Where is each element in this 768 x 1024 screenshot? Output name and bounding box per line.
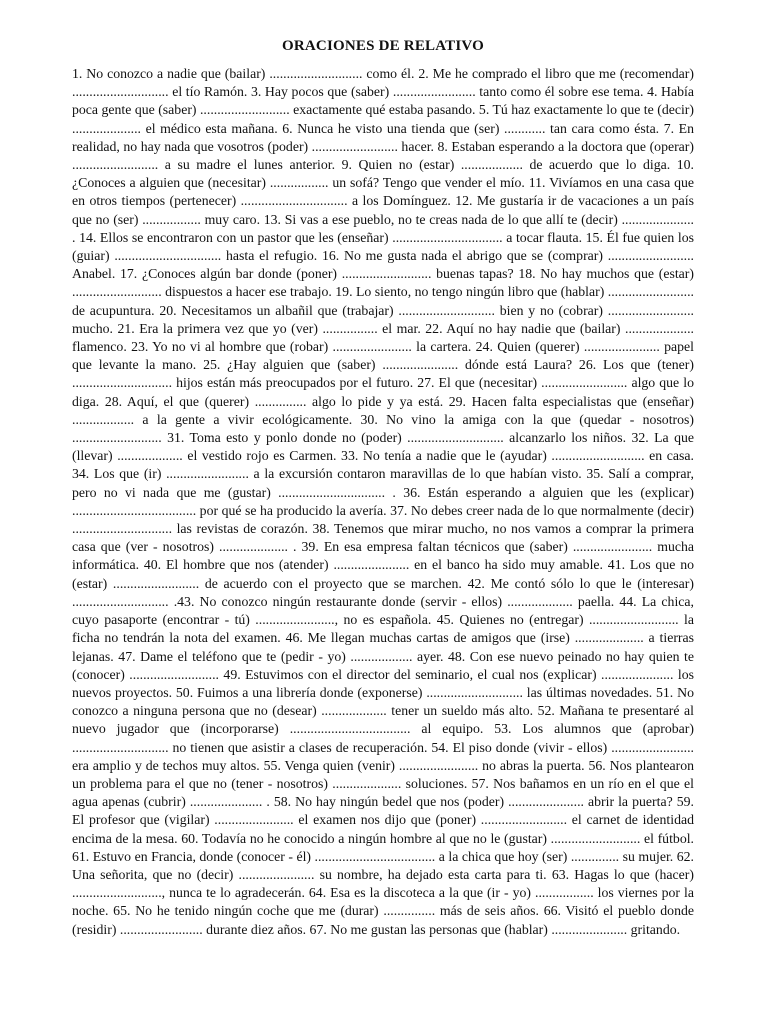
exercise-text: 1. No conozco a nadie que (bailar) ........................... como él. 2. Me he comprado el libro que me (recomendar) ............................ el tío Ramón. 3. Hay pocos que (saber) ........................ tanto como él sobre ese tema. 4. Había poca gente que (saber) .......................... exactamente qué estaba pasando. 5. Tú haz exactamente lo que te (decir) .................... el médico esta mañana. 6. Nunca he visto una tienda que (ser) ............ tan cara como ésta. 7. En realidad, no hay nada que vosotros (poder) ......................... hacer. 8. Estaban esperando a la doctora que (operar) ......................... a su madre el lunes anterior. 9. Quien no (estar) .................. de acuerdo que lo diga. 10. ¿Conoces a alguien que (necesitar) ................. un sofá? Tengo que vender el mío. 11. Vivíamos en una casa que en otros tiempos (pertenecer) ............................... a los Domínguez. 12. Me gustaría ir de vacaciones a un país que no (ser) ................. muy caro. 13. Si vas a ese pueblo, no te creas nada de lo que allí te (decir) ..................... . 14. Ellos se encontraron con un pastor que les (enseñar) ................................ a tocar flauta. 15. Él fue quien los (guiar) ............................... hasta el refugio. 16. No me gusta nada el abrigo que se (comprar) ......................... Anabel. 17. ¿Conoces algún bar donde (poner) .......................... buenas tapas? 18. No hay muchos que (estar) .......................... dispuestos a hacer ese trabajo. 19. Lo siento, no tengo ningún libro que (hablar) ......................... de acupuntura. 20. Necesitamos un albañil que (trabajar) ............................ bien y no (cobrar) ......................... mucho. 21. Era la primera vez que yo (ver) ................ el mar. 22. Aquí no hay nadie que (bailar) .................... flamenco. 23. Yo no vi al hombre que (robar) ....................... la cartera. 24. Quien (querer) ...................... papel que levante la mano. 25. ¿Hay alguien que (saber) ...................... dónde está Laura? 26. Los que (tener) ............................. hijos están más preocupados por el futuro. 27. El que (necesitar) ......................... algo que lo diga. 28. Aquí, el que (querer) ............... algo lo pide y ya está. 29. Hacen falta especialistas que (enseñar) .................. a la gente a vivir ecológicamente. 30. No vino la amiga con la que (quedar - nosotros) .......................... 31. Toma esto y ponlo donde no (poder) ............................ alcanzarlo los niños. 32. La que (llevar) ................... el vestido rojo es Carmen. 33. No tenía a nadie que le (ayudar) ........................... en casa. 34. Los que (ir) ........................ a la excursión contaron maravillas de lo que habían visto. 35. Salí a comprar, pero no vi nada que me (gustar) ............................... . 36. Están esperando a alguien que les (explicar) .................................... por qué se ha producido la avería. 37. No debes creer nada de lo que normalmente (decir) ............................. las revistas de corazón. 38. Tenemos que mirar mucho, no nos vamos a comprar la primera casa que (ver - nosotros) .................... . 39. En esa empresa faltan técnicos que (saber) ....................... mucha informática. 40. El hombre que nos (atender) ...................... en el banco ha sido muy amable. 41. Los que no (estar) ......................... de acuerdo con el proyecto que se marchen. 42. Me contó sólo lo que le (interesar) ............................ .43. No conozco ningún restaurante donde (servir - ellos) ................... paella. 44. La chica, cuyo pasaporte (encontrar - tú) ......................., no es española. 45. Quienes no (entregar) .......................... la ficha no tendrán la nota del examen. 46. Me llegan muchas cartas de amigos que (irse) .................... a tierras lejanas. 47. Dame el teléfono que te (pedir - yo) .................. ayer. 48. Con ese nuevo peinado no hay quien te (conocer) .......................... 49. Estuvimos con el director del seminario, el cual nos (explicar) ..................... los nuevos proyectos. 50. Fuimos a una librería donde (exponerse) ............................ las últimas novedades. 51. No conozco a ninguna persona que no (desear) ................... tener un sueldo más alto. 52. Mañana te presentaré al nuevo jugador que (incorporarse) ................................... al equipo. 53. Los alumnos que (aprobar) ............................ no tienen que asistir a clases de recuperación. 54. El piso donde (vivir - ellos) ........................ era amplio y de techos muy altos. 55. Venga quien (venir) ....................... no abras la puerta. 56. Nos plantearon un problema para el que no (tener - nosotros) .................... soluciones. 57. Nos bañamos en un río en el que el agua apenas (cubrir) ..................... . 58. No hay ningún bedel que nos (poder) ...................... abrir la puerta? 59. El profesor que (vigilar) ....................... el examen nos dijo que (poner) ......................... el carnet de identidad encima de la mesa. 60. Todavía no he conocido a ningún hombre al que no le (gustar) .......................... el fútbol. 61. Estuvo en Francia, donde (conocer - él) ................................... a la chica que hoy (ser) .............. su mujer. 62. Una señorita, que no (decir) ...................... su nombre, ha dejado esta carta para ti. 63. Hagas lo que (hacer) .........................., nunca te lo agradecerán. 64. Esa es la discoteca a la que (ir - yo) ................. los viernes por la noche. 65. No he tenido ningún coche que me (durar) ............... más de seis años. 66. Visitó el pueblo donde (residir) ........................ durante diez años. 67. No me gustan las personas que (hablar) ...................... gritando.	[72, 66, 694, 937]
document-title: ORACIONES DE RELATIVO	[282, 38, 484, 54]
worksheet-page	[72, 38, 694, 939]
